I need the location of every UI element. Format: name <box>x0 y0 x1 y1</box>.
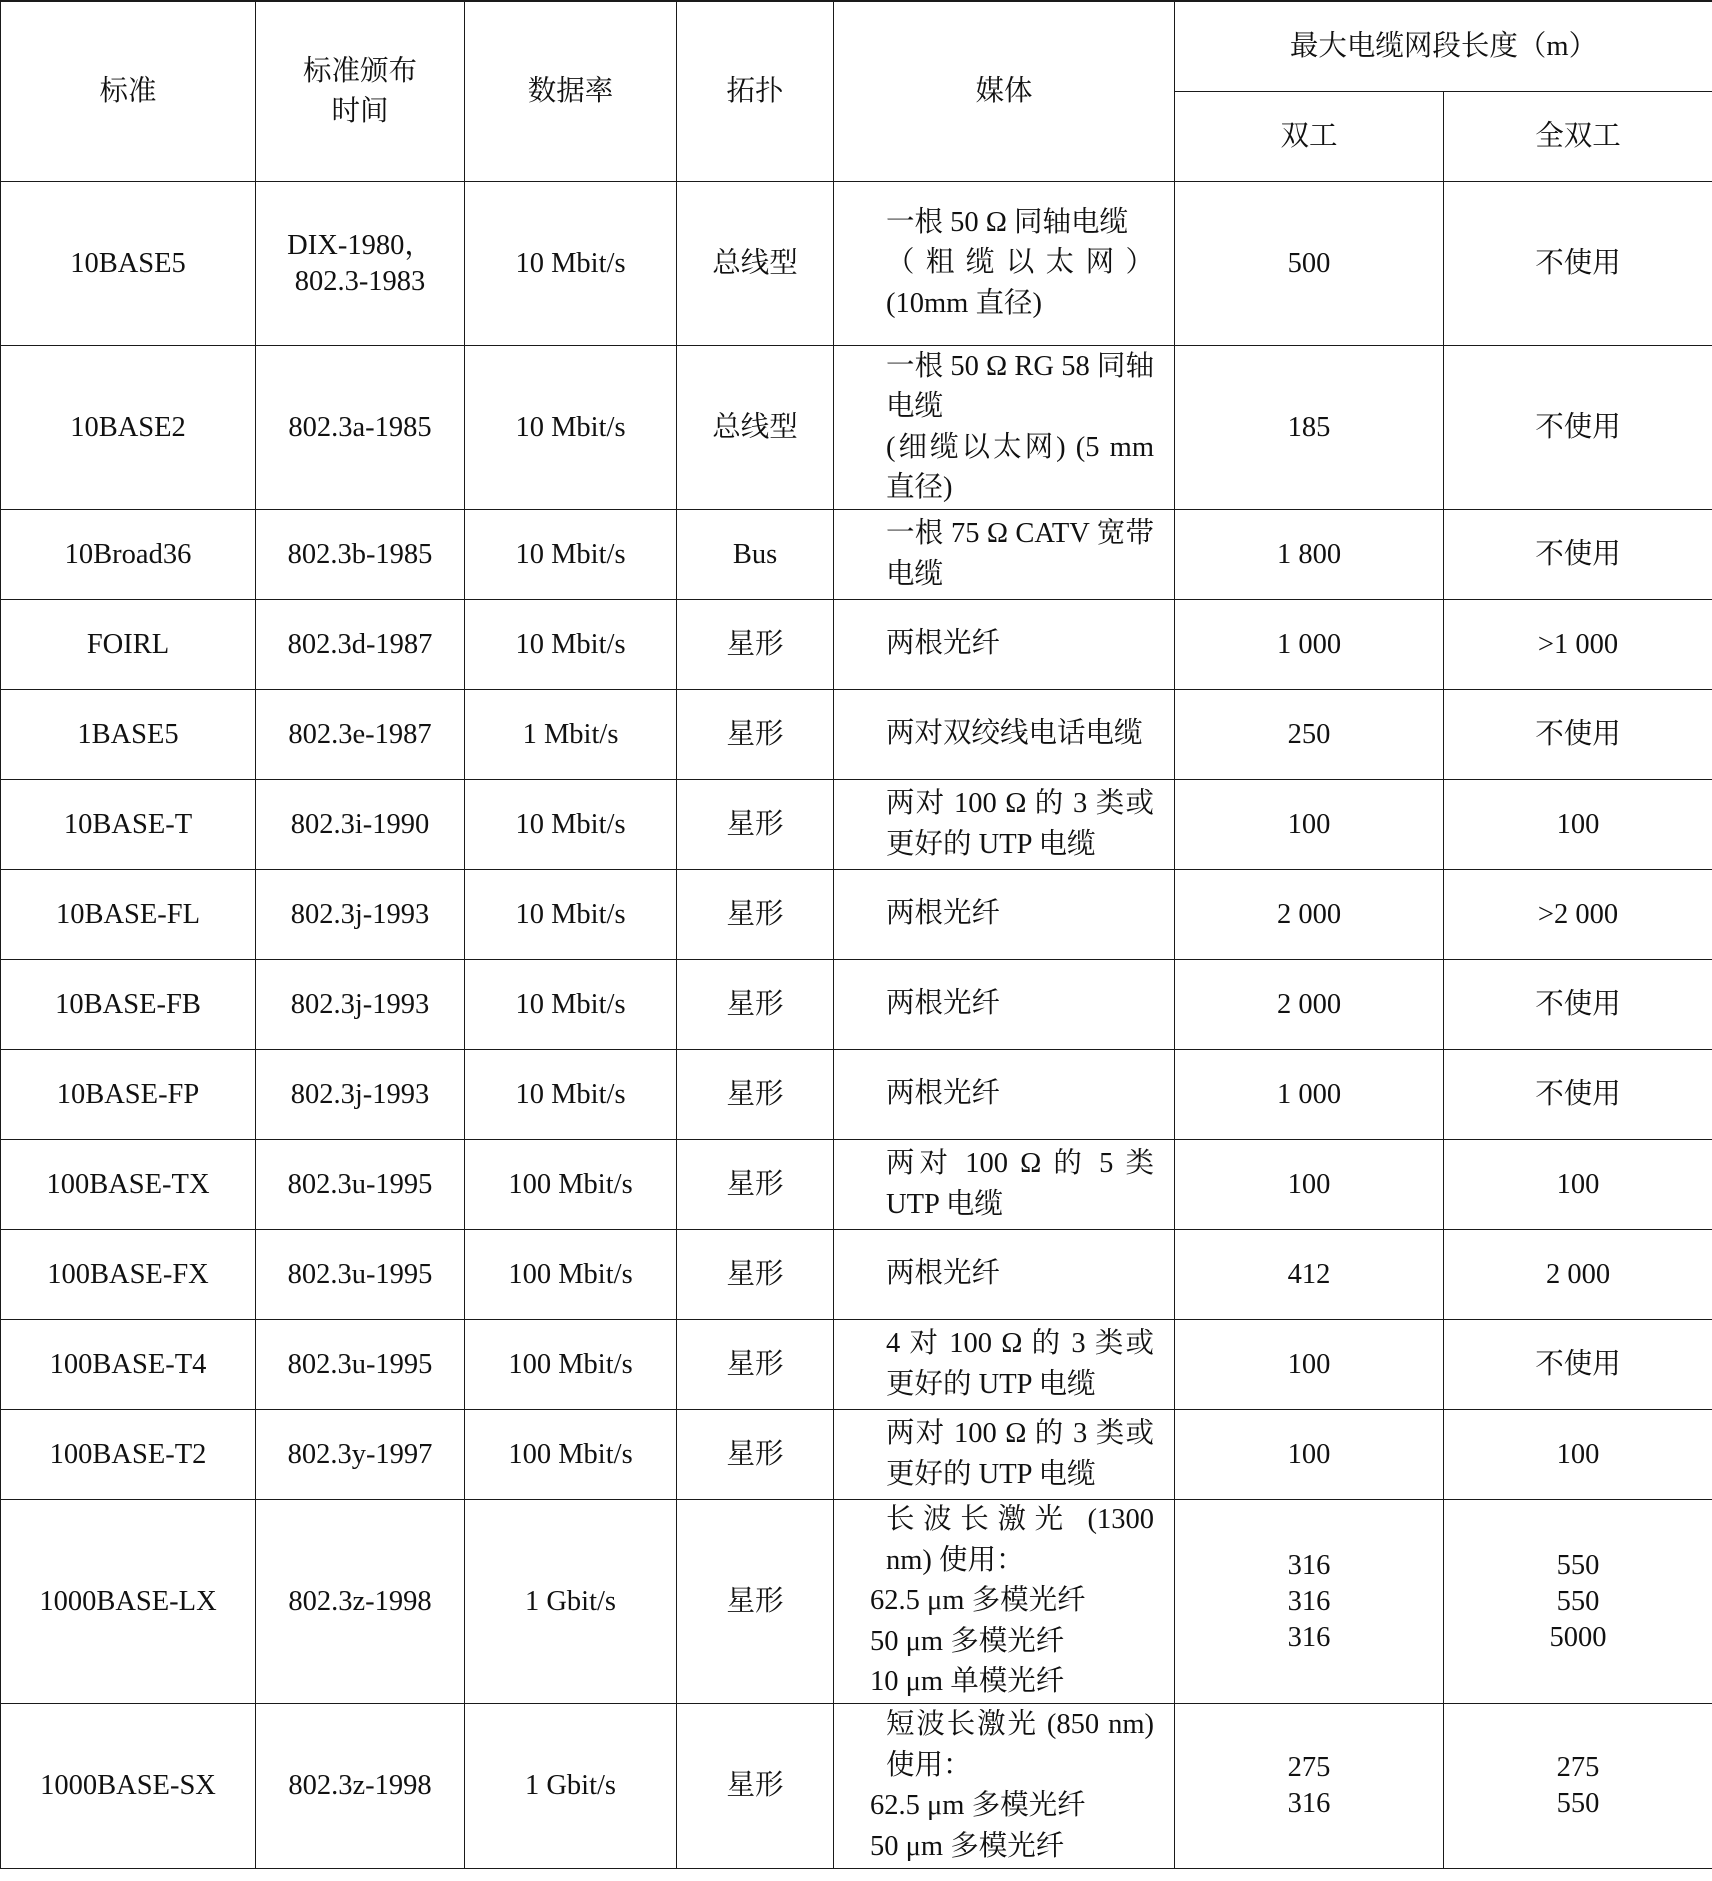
cell-release-time <box>256 780 465 870</box>
full-duplex-value: >1 000 <box>1537 628 1619 660</box>
cell-standard: 1BASE5 <box>1 690 256 780</box>
cell-duplex <box>1175 1140 1444 1230</box>
release-time-line: 802.3z-1998 <box>288 1585 432 1617</box>
cell-release-time <box>256 182 465 346</box>
cell-release-time <box>256 346 465 510</box>
table-row <box>1 780 1712 870</box>
table-header <box>1 1 1712 182</box>
cell-media <box>834 1500 1175 1704</box>
full-duplex-value: >2 000 <box>1537 898 1619 930</box>
cell-media <box>834 1704 1175 1869</box>
release-time-line: 802.3i-1990 <box>290 808 430 840</box>
duplex-value: 100 <box>1287 1168 1331 1200</box>
media-line: 两根光纤 <box>886 988 1001 1020</box>
media-line: 两对 100 Ω 的 3 类或更好的 UTP 电缆 <box>886 788 1154 860</box>
header-duplex: 双工 <box>1175 92 1444 182</box>
release-time-line: DIX-1980， <box>287 229 433 261</box>
cell-media <box>834 960 1175 1050</box>
cell-full-duplex <box>1444 960 1712 1050</box>
cell-duplex <box>1175 1704 1444 1869</box>
duplex-value: 1 800 <box>1276 538 1342 570</box>
cell-full-duplex <box>1444 1410 1712 1500</box>
release-time-line: 802.3u-1995 <box>287 1348 433 1380</box>
cell-standard: 10BASE2 <box>1 346 256 510</box>
duplex-value: 1 000 <box>1276 1078 1342 1110</box>
cell-release-time <box>256 870 465 960</box>
cell-full-duplex <box>1444 510 1712 600</box>
cell-duplex <box>1175 1500 1444 1704</box>
cell-full-duplex <box>1444 1050 1712 1140</box>
table-row <box>1 1704 1712 1869</box>
media-line: 两对 100 Ω 的 5 类 UTP 电缆 <box>886 1148 1154 1220</box>
duplex-value: 2 000 <box>1276 898 1342 930</box>
table-body <box>1 182 1712 1869</box>
table-row <box>1 1050 1712 1140</box>
cell-media <box>834 1410 1175 1500</box>
media-line: 一根 75 Ω CATV 宽带电缆 <box>886 518 1154 590</box>
media-line: 两根光纤 <box>886 628 1001 660</box>
cell-topology: 星形 <box>677 1500 834 1704</box>
release-time-line: 802.3j-1993 <box>290 988 430 1020</box>
cell-media <box>834 182 1175 346</box>
cell-media <box>834 1140 1175 1230</box>
media-line: 两对 100 Ω 的 3 类或更好的 UTP 电缆 <box>886 1418 1154 1490</box>
cell-release-time <box>256 1230 465 1320</box>
cell-standard: 10BASE-T <box>1 780 256 870</box>
cell-topology: 星形 <box>677 960 834 1050</box>
cell-data-rate: 1 Gbit/s <box>465 1500 677 1704</box>
media-line: 两根光纤 <box>886 898 1001 930</box>
cell-release-time <box>256 1410 465 1500</box>
full-duplex-value: 550 <box>1556 1585 1600 1617</box>
cell-data-rate: 10 Mbit/s <box>465 510 677 600</box>
full-duplex-value: 100 <box>1556 808 1600 840</box>
duplex-value: 250 <box>1287 718 1331 750</box>
table-row <box>1 870 1712 960</box>
cell-standard: 100BASE-TX <box>1 1140 256 1230</box>
cell-release-time <box>256 690 465 780</box>
cell-release-time <box>256 510 465 600</box>
media-line: 50 μm 多模光纤 <box>870 1830 1065 1862</box>
table-row <box>1 510 1712 600</box>
cell-data-rate: 10 Mbit/s <box>465 346 677 510</box>
table-row <box>1 182 1712 346</box>
cell-release-time <box>256 600 465 690</box>
cell-duplex <box>1175 346 1444 510</box>
media-line: 一根 50 Ω RG 58 同轴电缆 <box>886 350 1154 422</box>
cell-duplex <box>1175 870 1444 960</box>
cell-full-duplex <box>1444 780 1712 870</box>
release-time-line: 802.3-1983 <box>294 265 426 297</box>
full-duplex-value: 不使用 <box>1535 988 1621 1020</box>
duplex-value: 100 <box>1287 808 1331 840</box>
cell-duplex <box>1175 780 1444 870</box>
cell-media <box>834 600 1175 690</box>
cell-media <box>834 1320 1175 1410</box>
table-row <box>1 1500 1712 1704</box>
cell-data-rate: 1 Mbit/s <box>465 690 677 780</box>
cell-duplex <box>1175 960 1444 1050</box>
header-row <box>1 1 1712 92</box>
table-row <box>1 960 1712 1050</box>
header-release-time-line: 标准颁布 <box>302 55 417 87</box>
header-max-length: 最大电缆网段长度（m） <box>1175 1 1712 92</box>
cell-topology: 星形 <box>677 690 834 780</box>
cell-full-duplex <box>1444 1704 1712 1869</box>
cell-release-time <box>256 1140 465 1230</box>
cell-topology: 星形 <box>677 1140 834 1230</box>
cell-media <box>834 780 1175 870</box>
cell-topology: Bus <box>677 510 834 600</box>
cell-standard: 10BASE-FP <box>1 1050 256 1140</box>
media-line: 62.5 μm 多模光纤 <box>870 1790 1086 1821</box>
media-line: 短波长激光 (850 nm) 使用： <box>886 1709 1154 1781</box>
cell-duplex <box>1175 600 1444 690</box>
cell-media <box>834 1050 1175 1140</box>
media-line: 62.5 μm 多模光纤 <box>870 1585 1086 1617</box>
media-line: 两根光纤 <box>886 1078 1001 1110</box>
header-release-time <box>256 1 465 182</box>
full-duplex-value: 不使用 <box>1535 247 1621 279</box>
full-duplex-value: 不使用 <box>1535 718 1621 750</box>
cell-topology: 总线型 <box>677 346 834 510</box>
duplex-value: 316 <box>1287 1788 1331 1819</box>
media-line: 一根 50 Ω 同轴电缆 <box>886 206 1129 238</box>
media-line: (细缆以太网) (5 mm 直径) <box>886 431 1154 503</box>
full-duplex-value: 100 <box>1556 1168 1600 1200</box>
duplex-value: 500 <box>1287 247 1331 279</box>
table-row <box>1 690 1712 780</box>
duplex-value: 316 <box>1287 1549 1331 1581</box>
duplex-value: 412 <box>1287 1258 1331 1290</box>
header-data-rate: 数据率 <box>465 1 677 182</box>
duplex-value: 185 <box>1287 411 1331 443</box>
cell-topology: 星形 <box>677 1410 834 1500</box>
cell-duplex <box>1175 182 1444 346</box>
full-duplex-value: 不使用 <box>1535 1348 1621 1380</box>
header-release-time-line: 时间 <box>331 95 389 127</box>
release-time-line: 802.3b-1985 <box>287 538 433 570</box>
release-time-line: 802.3y-1997 <box>287 1438 433 1470</box>
release-time-line: 802.3e-1987 <box>288 718 432 750</box>
cell-standard: 100BASE-FX <box>1 1230 256 1320</box>
duplex-value: 100 <box>1287 1348 1331 1380</box>
cell-data-rate: 100 Mbit/s <box>465 1320 677 1410</box>
cell-standard: 10BASE-FB <box>1 960 256 1050</box>
cell-media <box>834 690 1175 780</box>
table-row <box>1 1410 1712 1500</box>
cell-full-duplex <box>1444 870 1712 960</box>
cell-media <box>834 346 1175 510</box>
full-duplex-value: 100 <box>1556 1438 1600 1470</box>
cell-media <box>834 1230 1175 1320</box>
cell-duplex <box>1175 510 1444 600</box>
duplex-value: 275 <box>1287 1752 1331 1783</box>
cell-topology: 总线型 <box>677 182 834 346</box>
header-full-duplex: 全双工 <box>1444 92 1712 182</box>
cell-duplex <box>1175 1410 1444 1500</box>
cell-standard: FOIRL <box>1 600 256 690</box>
table-row <box>1 1140 1712 1230</box>
cell-topology: 星形 <box>677 1230 834 1320</box>
cell-full-duplex <box>1444 1320 1712 1410</box>
cell-media <box>834 510 1175 600</box>
cell-data-rate: 10 Mbit/s <box>465 960 677 1050</box>
cell-data-rate: 10 Mbit/s <box>465 870 677 960</box>
cell-standard: 10BASE5 <box>1 182 256 346</box>
cell-data-rate: 100 Mbit/s <box>465 1230 677 1320</box>
cell-full-duplex <box>1444 346 1712 510</box>
cell-duplex <box>1175 690 1444 780</box>
cell-data-rate: 100 Mbit/s <box>465 1410 677 1500</box>
cell-topology: 星形 <box>677 780 834 870</box>
media-line: 两根光纤 <box>886 1258 1001 1290</box>
cell-standard: 100BASE-T4 <box>1 1320 256 1410</box>
cell-topology: 星形 <box>677 1050 834 1140</box>
cell-full-duplex <box>1444 1140 1712 1230</box>
cell-full-duplex <box>1444 690 1712 780</box>
cell-data-rate: 10 Mbit/s <box>465 780 677 870</box>
cell-topology: 星形 <box>677 870 834 960</box>
release-time-line: 802.3j-1993 <box>290 898 430 930</box>
full-duplex-value: 不使用 <box>1535 411 1621 443</box>
full-duplex-value: 不使用 <box>1535 538 1621 570</box>
table-row <box>1 346 1712 510</box>
cell-topology: 星形 <box>677 1704 834 1869</box>
cell-standard: 10BASE-FL <box>1 870 256 960</box>
full-duplex-value: 550 <box>1556 1549 1600 1581</box>
cell-topology: 星形 <box>677 1320 834 1410</box>
cell-duplex <box>1175 1230 1444 1320</box>
cell-full-duplex <box>1444 182 1712 346</box>
cell-topology: 星形 <box>677 600 834 690</box>
cell-release-time <box>256 1500 465 1704</box>
cell-media <box>834 870 1175 960</box>
duplex-value: 100 <box>1287 1438 1331 1470</box>
duplex-value: 1 000 <box>1276 628 1342 660</box>
cell-release-time <box>256 1050 465 1140</box>
table-row <box>1 1320 1712 1410</box>
header-topology: 拓扑 <box>677 1 834 182</box>
cell-data-rate: 1 Gbit/s <box>465 1704 677 1869</box>
media-line: （粗缆以太网）(10mm 直径) <box>886 247 1154 319</box>
release-time-line: 802.3z-1998 <box>288 1770 432 1801</box>
cell-standard: 1000BASE-LX <box>1 1500 256 1704</box>
cell-standard: 10Broad36 <box>1 510 256 600</box>
cell-full-duplex <box>1444 1500 1712 1704</box>
cell-data-rate: 100 Mbit/s <box>465 1140 677 1230</box>
release-time-line: 802.3j-1993 <box>290 1078 430 1110</box>
media-line: 4 对 100 Ω 的 3 类或更好的 UTP 电缆 <box>886 1328 1154 1400</box>
cell-release-time <box>256 960 465 1050</box>
cell-standard: 1000BASE-SX <box>1 1704 256 1869</box>
cell-data-rate: 10 Mbit/s <box>465 1050 677 1140</box>
duplex-value: 316 <box>1287 1621 1331 1653</box>
cell-full-duplex <box>1444 600 1712 690</box>
full-duplex-value: 275 <box>1556 1752 1600 1783</box>
cell-release-time <box>256 1704 465 1869</box>
table-row <box>1 600 1712 690</box>
release-time-line: 802.3u-1995 <box>287 1258 433 1290</box>
cell-data-rate: 10 Mbit/s <box>465 600 677 690</box>
full-duplex-value: 不使用 <box>1535 1078 1621 1110</box>
media-line: 10 μm 单模光纤 <box>870 1666 1065 1698</box>
full-duplex-value: 2 000 <box>1545 1258 1611 1290</box>
cell-data-rate: 10 Mbit/s <box>465 182 677 346</box>
duplex-value: 2 000 <box>1276 988 1342 1020</box>
release-time-line: 802.3a-1985 <box>288 411 432 443</box>
table-row <box>1 1230 1712 1320</box>
cell-duplex <box>1175 1050 1444 1140</box>
cell-standard: 100BASE-T2 <box>1 1410 256 1500</box>
duplex-value: 316 <box>1287 1585 1331 1617</box>
media-line: 两对双绞线电话电缆 <box>886 718 1143 750</box>
cell-release-time <box>256 1320 465 1410</box>
header-media: 媒体 <box>834 1 1175 182</box>
release-time-line: 802.3u-1995 <box>287 1168 433 1200</box>
cell-duplex <box>1175 1320 1444 1410</box>
full-duplex-value: 5000 <box>1549 1621 1607 1653</box>
cell-full-duplex <box>1444 1230 1712 1320</box>
release-time-line: 802.3d-1987 <box>287 628 433 660</box>
full-duplex-value: 550 <box>1556 1788 1600 1819</box>
header-standard: 标准 <box>1 1 256 182</box>
media-line: 长波长激光 (1300 nm) 使用： <box>886 1504 1154 1576</box>
media-line: 50 μm 多模光纤 <box>870 1625 1065 1657</box>
